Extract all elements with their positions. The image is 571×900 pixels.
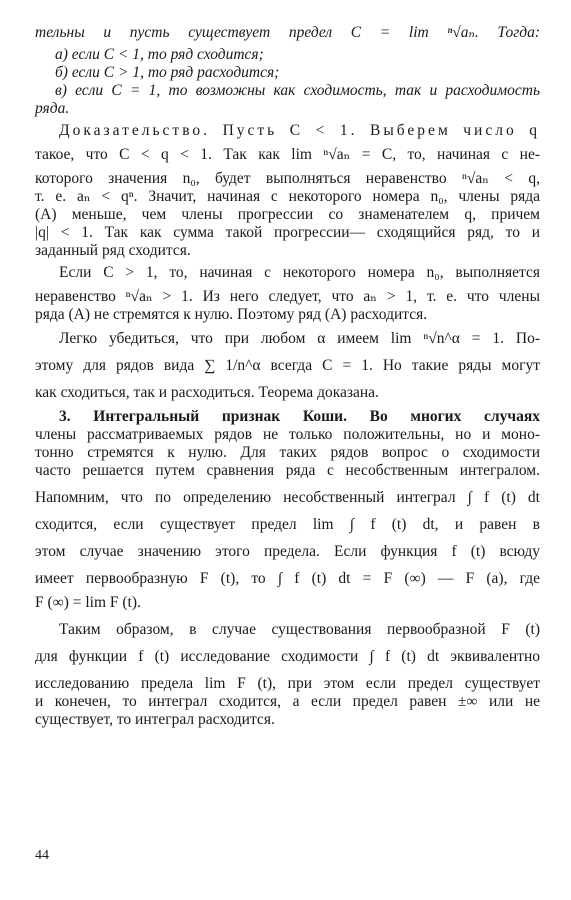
text-line: часто решается путем сравнения ряда с несобственным интегралом.	[35, 462, 540, 479]
text-line: как сходиться, так и расходиться. Теорема доказана.	[35, 384, 379, 401]
text-line: члены рассматриваемых рядов не только положительны, но и моно-	[35, 426, 540, 443]
section-heading: 3. Интегральный признак Коши. Во многих случаях	[59, 408, 540, 425]
text-line: этому для рядов вида ∑ 1/n^α всегда C = 1. Но такие ряды могут	[35, 357, 540, 374]
text-line: Напомним, что по определению несобственный интеграл ∫ f (t) dt	[35, 489, 540, 506]
text-line: сходится, если существует предел lim ∫ f (t) dt, и равен в	[35, 516, 540, 533]
text-line: тельны и пусть существует предел C = lim ⁿ√aₙ. Тогда:	[35, 24, 540, 41]
text-line: (А) меньше, чем члены прогрессии со знаменателем q, причем	[35, 206, 540, 223]
text-line: существует, то интеграл расходится.	[35, 711, 275, 728]
text-line: в) если C = 1, то возможны как сходимость, так и расходимость	[55, 82, 540, 99]
text-line: Если C > 1, то, начиная с некоторого номера n₀, выполняется	[59, 264, 540, 281]
text-line: ряда.	[35, 100, 70, 117]
text-line: исследованию предела lim F (t), при этом если предел существует	[35, 675, 540, 692]
text-line: т. е. aₙ < qⁿ. Значит, начиная с некоторого номера n₀, члены ряда	[35, 188, 540, 205]
text-line: имеет первообразную F (t), то ∫ f (t) dt = F (∞) — F (a), где	[35, 570, 540, 587]
text-line: F (∞) = lim F (t).	[35, 594, 141, 611]
page-body	[35, 24, 540, 729]
text-line: Доказательство. Пусть C < 1. Выберем число q	[59, 122, 540, 139]
text-line: такое, что C < q < 1. Так как lim ⁿ√aₙ = C, то, начиная с не-	[35, 146, 540, 163]
text-line: Легко убедиться, что при любом α имеем lim ⁿ√n^α = 1. По-	[59, 330, 540, 347]
text-line: а) если C < 1, то ряд сходится;	[55, 46, 264, 63]
text-line: для функции f (t) исследование сходимости ∫ f (t) dt эквивалентно	[35, 648, 540, 665]
text-line: и конечен, то интеграл сходится, а если предел равен ±∞ или не	[35, 693, 540, 710]
text-line: б) если C > 1, то ряд расходится;	[55, 64, 280, 81]
page-number: 44	[35, 848, 49, 863]
text-line: |q| < 1. Так как сумма такой прогрессии— сходящийся ряд, то и	[35, 224, 540, 241]
text-line: тонно стремятся к нулю. Для таких рядов вопрос о сходимости	[35, 444, 540, 461]
text-line: Таким образом, в случае существования первообразной F (t)	[59, 621, 540, 638]
text-line: неравенство ⁿ√aₙ > 1. Из него следует, что aₙ > 1, т. е. что члены	[35, 288, 540, 305]
text-line: ряда (А) не стремятся к нулю. Поэтому ряд (А) расходится.	[35, 306, 428, 323]
text-line: этом случае значению этого предела. Если функция f (t) всюду	[35, 543, 540, 560]
text-line: заданный ряд сходится.	[35, 242, 191, 259]
text-line: которого значения n₀, будет выполняться неравенство ⁿ√aₙ < q,	[35, 170, 540, 187]
